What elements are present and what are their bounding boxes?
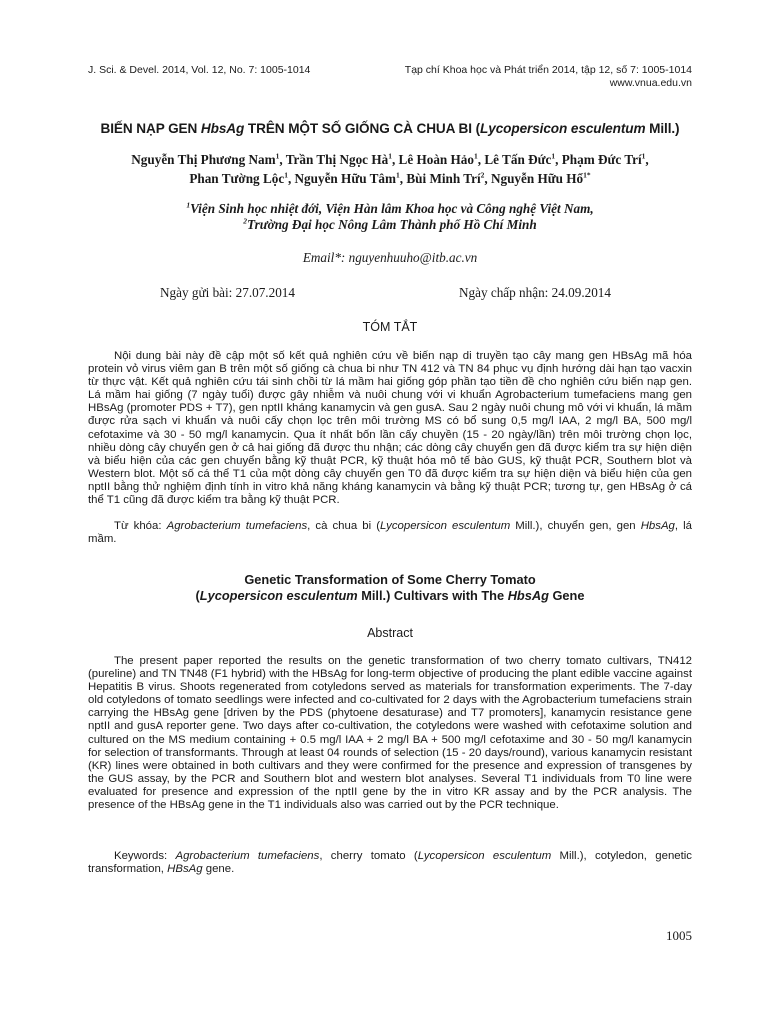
author-name: Phan Tường Lộc	[189, 171, 285, 186]
author-name: Bùi Minh Trí	[406, 171, 481, 186]
title-en-line-2	[70, 588, 710, 604]
title-en-line-1: Genetic Transformation of Some Cherry Tomato	[244, 572, 536, 587]
keyword-gene: HBsAg	[167, 863, 203, 876]
title-text: BIẾN NẠP GEN	[100, 121, 201, 136]
journal-website-link[interactable]: www.vnua.edu.vn	[609, 77, 692, 89]
author-line-1: Nguyễn Thị Phương Nam$^1$, Trần Thị Ngọc $Hà^1$, Lê Hoàn Hảo$^1$, Lê Tấn Đức$^1$, Phạm Đức Trí$^1$,	[131, 151, 649, 167]
affil-text: Trường Đại học Nông Lâm Thành phố Hồ Chí Minh	[247, 217, 537, 232]
title-gene: HbsAg	[200, 121, 245, 136]
title-species: Lycopersicon esculentum	[480, 121, 646, 136]
title-gene: HbsAg	[507, 588, 549, 603]
author-affil-mark: 1	[641, 151, 646, 161]
keyword-text: , cà chua bi (	[307, 520, 380, 532]
keywords-en	[88, 850, 692, 876]
author-affil-mark: 1	[284, 170, 288, 180]
author-affil-mark: 1	[275, 151, 280, 161]
affil-mark: 1	[186, 200, 191, 210]
keyword-text: , lá mầm.	[88, 520, 693, 546]
title-species: Lycopersicon esculentum	[199, 588, 358, 603]
affiliation-1	[70, 201, 710, 217]
author-affil-mark: 2	[480, 170, 485, 180]
affil-text: Viện Sinh học nhiệt đới, Viện Hàn lâm Khoa học và Công nghệ Việt Nam,	[190, 201, 594, 216]
keywords-label: Từ khóa:	[114, 520, 167, 532]
paper-title-vn	[60, 121, 720, 136]
keywords-label: Keywords:	[114, 850, 176, 862]
author-name: Lê Tấn Đức	[484, 152, 552, 167]
paper-title-en	[70, 572, 710, 604]
author-affil-mark: 1	[396, 170, 400, 180]
author-affil-mark: 1*	[583, 170, 591, 180]
abstract-heading-vn: TÓM TẮT	[362, 320, 418, 334]
author-name: Phạm Đức Trí	[561, 152, 642, 167]
affiliations	[70, 201, 710, 233]
abstract-heading-en: Abstract	[367, 626, 413, 640]
keyword-species: Agrobacterium tumefaciens	[166, 520, 308, 532]
journal-header-vn	[405, 64, 692, 90]
affil-mark: 2	[243, 216, 248, 226]
received-date: Ngày gửi bài: 27.07.2014	[160, 285, 295, 300]
journal-header-en: J. Sci. & Devel. 2014, Vol. 12, No. 7: 1005-1014	[88, 64, 311, 76]
keyword-text: Mill.), chuyển gen, gen	[510, 520, 641, 532]
affiliation-2	[70, 217, 710, 233]
author-name: Trần Thị Ngọc Hà	[285, 152, 389, 167]
journal-citation-vn: Tạp chí Khoa học và Phát triển 2014, tập 12, số 7: 1005-1014	[404, 64, 692, 76]
keyword-text: Mill.), cotyledon, genetic transformation,	[88, 850, 693, 876]
corresponding-email[interactable]: Email*: nguyenhuuho@itb.ac.vn	[302, 250, 478, 265]
keyword-text: gene.	[202, 863, 235, 876]
accepted-date: Ngày chấp nhận: 24.09.2014	[459, 285, 611, 300]
keyword-species: Lycopersicon esculentum	[417, 850, 552, 862]
keyword-species: Agrobacterium tumefaciens	[175, 850, 320, 862]
author-name: Lê Hoàn Hảo	[398, 152, 474, 167]
page-number: 1005	[666, 928, 692, 943]
title-text: (	[195, 588, 200, 603]
author-affil-mark: 1	[551, 151, 556, 161]
author-name: Nguyễn Hữu Tâm	[294, 171, 397, 186]
author-line-2: Phan Tường Lộc$^1$, Nguyễn Hữu Tâm$^1$, Bùi Minh Trí$^2$, Nguyễn Hữu Hổ$^{1*}$	[189, 170, 591, 186]
abstract-body-en: The present paper reported the results on the genetic transformation of two cherry tomato cultivars, TN412 (pureline) and TN TN48 (F1 hybrid) with the HBsAg for long-term objective of producing the plant edible vaccine against Hepatitis B virus. Shoots regenerated from cotyledons served as materials for transformation experiments. The 7-day old cotyledons of tomato seedlings were infected and co-cultivated for 2 days with the Agrobacterium tumefaciens strain carrying the HBsAg gene [driven by the PDS (phytoene desaturase) and T7 promoters], kanamycin resistance gene nptII and gusA reporter gene. Two days after co-cultivation, the cotyledons were washed with cefotaxime solution and cultured on the MS medium containing + 0.5 mg/l IAA + 2 mg/l BA + 500 mg/l cefotaxime and 30 - 50 mg/l kanamycin for selection of transformants. Through at least 04 rounds of selection (15 - 20 days/round), various kanamycin resistant (KR) lines were obtained in both cultivars and they were confirmed for the presence and expression of transgenes by the GUS assay, by the PCR and Southern blot and western blot analyses. Several T1 individuals from T0 line were evaluated for presence and expression of the nptII gene by the in vitro KR assay and by the PCR analysis. The presence of the HBsAg gene in the T1 individuals also was carried out by the PCR technique.	[88, 655, 692, 812]
keyword-text: , cherry tomato (	[319, 850, 418, 862]
keywords-vn	[88, 520, 692, 546]
author-list	[70, 150, 710, 188]
author-affil-mark: 1	[388, 151, 392, 161]
author-name: Nguyễn Hữu Hổ	[490, 171, 584, 186]
author-name: Nguyễn Thị Phương Nam	[131, 152, 276, 167]
title-text: Mill.)	[645, 121, 680, 136]
abstract-body-vn: Nội dung bài này đề cập một số kết quả nghiên cứu về biến nạp di truyền tạo cây mang gen HBsAg mã hóa protein vỏ virus viêm gan B trên một số giống cà chua bi như TN 412 và TN 84 phục vụ định hướng dài hạn tạo vacxin từ thực vật. Kết quả nghiên cứu tái sinh chồi từ lá mầm hai giống góp phần tạo tiền đề cho nghiên cứu biến nạp gen. Lá mầm hai giống (7 ngày tuổi) được gây nhiễm và nuôi chung với vi khuẩn Agrobacterium tumefaciens mang gen HBsAg (promoter PDS + T7), gen nptII kháng kanamycin và gen gusA. Sau 2 ngày nuôi chung mô với vi khuẩn, lá mầm được rửa sạch vi khuẩn và nuôi cấy chọn lọc trên môi trường MS có bổ sung 0,5 mg/l IAA, 2 mg/l BA, 500 mg/l cefotaxime và 30 - 50 mg/l kanamycin. Qua ít nhất bốn lần cấy chuyền (15 - 20 ngày/lần) trên môi trường chọn lọc, nhiều dòng cây chuyển gen ở cả hai giống đã được thu nhận; các dòng cây chuyển gen đã được kiểm tra sự hiện diện và biểu hiện của các gen chuyển bằng kỹ thuật PCR, kỹ thuật hóa mô tế bào GUS, kỹ thuật PCR, Southern blot và Western blot. Một số cá thể T1 của một dòng cây chuyển gen T0 đã được kiểm tra sự hiện diện và biểu hiện của gen nptII bằng thử nghiệm định tính in vitro khả năng kháng kanamycin và bằng kỹ thuật PCR; tương tự, gen HBsAg ở cá thể T1 cũng đã được kiểm tra bằng kỹ thuật PCR.	[88, 350, 692, 507]
title-text: Mill.) Cultivars with The	[357, 588, 508, 603]
title-text: TRÊN MỘT SỐ GIỐNG CÀ CHUA BI (	[244, 121, 481, 136]
title-text: Gene	[548, 588, 585, 603]
keyword-gene: HbsAg	[640, 520, 675, 532]
author-affil-mark: 1	[474, 151, 478, 161]
keyword-species: Lycopersicon esculentum	[380, 520, 511, 532]
